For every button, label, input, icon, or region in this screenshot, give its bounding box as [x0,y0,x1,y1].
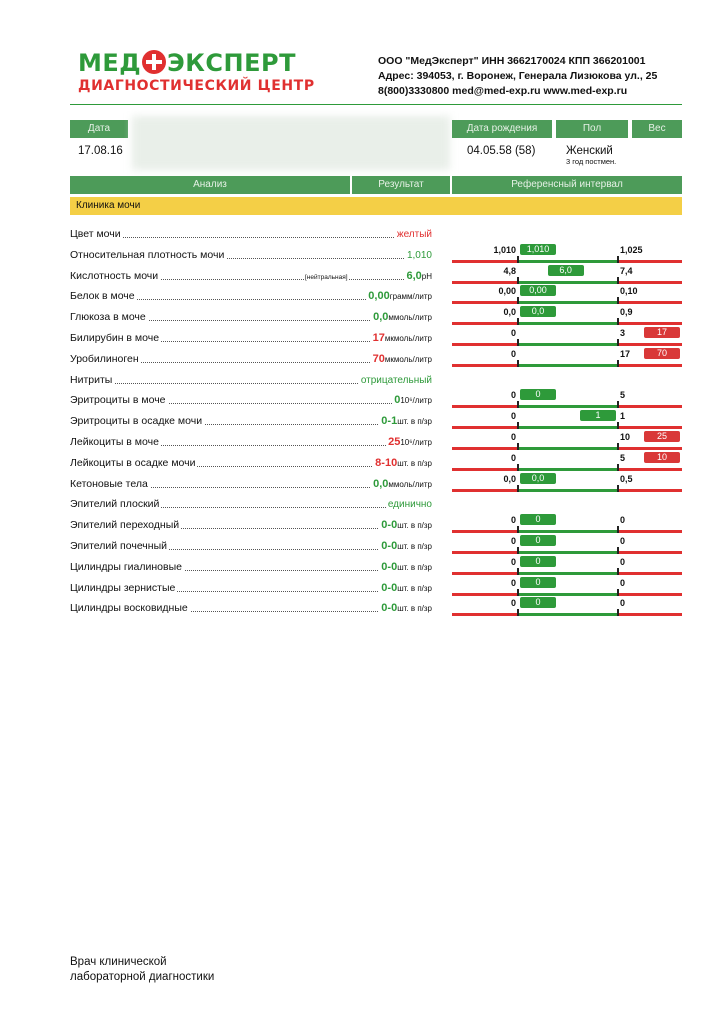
result-value: 0,0 [373,477,389,490]
result-value: 0 [394,394,401,407]
scale-high-segment [618,364,682,367]
result-cell [371,310,432,325]
analysis-column-header: Анализ [70,176,350,194]
scale-low-segment [452,613,518,616]
header-divider [70,104,682,105]
result-unit: шт. в п/зр [397,604,432,614]
result-cell [379,560,432,575]
scale-high-segment [618,593,682,596]
result-value: 0-0 [381,540,398,552]
result-cell [386,497,432,512]
table-row [70,539,432,553]
result-value: 17 [372,332,385,344]
scale-max-label: 7,4 [620,265,633,276]
company-phone-email: 8(800)3330800 med@med-exp.ru www.med-exp.ru [378,85,628,97]
scale-max-label: 0 [620,556,626,567]
result-cell [371,477,432,492]
result-value: 0,0 [373,311,389,324]
scale-max-tick [617,256,619,263]
result-cell [379,601,432,616]
analysis-name: Билирубин в моче [70,332,160,344]
scale-high-segment [618,530,682,533]
result-cell [373,456,432,471]
reference-scale [452,410,682,430]
result-marker-bar: 0 [520,535,556,546]
reference-scale [452,555,682,576]
table-row [70,289,432,303]
table-row [70,518,432,532]
reference-scale [452,389,682,409]
result-value: 25 [388,436,401,448]
scale-high-segment [618,572,682,575]
result-unit: шт. в п/зр [397,542,432,551]
scale-max-label: 17 [620,348,631,359]
scale-min-label: 0 [510,556,516,567]
scale-min-label: 0 [510,452,516,463]
scale-min-tick [517,297,519,304]
scale-max-tick [617,401,619,408]
table-row [70,497,432,511]
result-unit: ммоль/литр [388,479,432,489]
table-row [70,269,432,283]
analysis-name: Уробилиноген [70,352,139,365]
analysis-name: Лейкоциты в осадке мочи [70,456,196,469]
analysis-name: Лейкоциты в моче [70,436,159,448]
scale-min-tick [517,443,519,450]
scale-min-label: 0 [510,348,516,359]
logo-wordmark: МЕД ЭКСПЕРТ [78,49,296,77]
table-row [70,414,432,428]
scale-high-segment [618,281,682,284]
result-marker-bar: 0 [520,514,556,525]
result-marker-bar: 6,0 [548,265,584,276]
scale-max-label: 10 [620,432,631,442]
result-value: 0,00 [368,290,390,303]
result-cell [379,414,432,429]
result-note: [нейтральная] [305,271,348,285]
logo-subtitle: ДИАГНОСТИЧЕСКИЙ ЦЕНТР [78,78,315,94]
scale-low-segment [452,301,518,304]
result-cell [395,227,432,242]
scale-min-tick [517,339,519,346]
scale-min-tick [517,401,519,408]
scale-max-tick [617,568,619,575]
test-date: 17.08.16 [78,145,123,157]
table-row [70,560,432,574]
result-marker-bar: 17 [644,327,680,338]
scale-min-tick [517,609,519,616]
result-column-header: Результат [352,176,450,194]
result-unit: мкмоль/литр [384,334,432,343]
scale-max-tick [617,360,619,367]
analysis-name: Кислотность мочи [70,269,159,282]
scale-normal-segment [518,405,618,408]
result-cell [359,373,432,388]
analysis-name: Цилиндры зернистые [70,581,176,594]
scale-min-label: 0,0 [503,307,516,318]
reference-column-header: Референсный интервал [452,176,682,194]
result-value: единично [387,499,432,511]
result-marker-bar: 0,0 [520,306,556,317]
table-row [70,477,432,491]
scale-max-label: 0 [620,515,626,526]
scale-normal-segment [518,572,618,575]
result-value: отрицательный [360,374,432,386]
result-unit: 10⁶/литр [400,396,432,406]
scale-normal-segment [518,530,618,533]
result-marker-bar: 25 [644,431,680,442]
result-cell [392,393,432,408]
scale-min-tick [517,464,519,471]
result-unit: шт. в п/зр [397,458,432,468]
result-value: 0-0 [381,602,398,615]
result-cell [379,581,432,596]
reference-scale [452,264,682,285]
patient-sex: Женский [566,145,613,157]
analysis-name: Эпителий почечный [70,540,167,552]
scale-min-tick [517,589,519,596]
scale-min-label: 0 [510,390,516,401]
scale-low-segment [452,322,518,325]
table-row [70,310,432,324]
analysis-name: Цвет мочи [70,228,121,240]
scale-normal-segment [518,281,618,284]
result-value: 70 [372,352,385,365]
result-cell [404,269,432,284]
scale-normal-segment [518,322,618,325]
scale-min-tick [517,568,519,575]
scale-max-tick [617,443,619,450]
reference-scale [452,451,682,472]
analysis-name: Глюкоза в моче [70,311,146,324]
scale-min-tick [517,422,519,429]
section-title: Клиника мочи [70,197,682,215]
scale-normal-segment [518,343,618,346]
result-value: 1,010 [406,249,432,261]
result-marker-bar: 0 [520,556,556,567]
reference-scale [452,243,682,264]
result-cell [371,331,432,346]
result-cell [366,289,432,304]
result-unit: шт. в п/зр [397,417,432,427]
result-unit: 10⁶/литр [400,438,432,447]
scale-normal-segment [518,426,618,429]
scale-max-label: 0,10 [620,286,638,297]
scale-min-label: 1,010 [493,244,516,255]
result-marker-bar: 0 [520,577,556,588]
doctor-title-line1: Врач клинической [70,956,167,968]
scale-normal-segment [518,260,618,263]
scale-low-segment [452,530,518,533]
scale-high-segment [618,405,682,408]
table-row [70,227,432,241]
scale-max-tick [617,464,619,471]
table-row [70,393,432,407]
scale-max-label: 0 [620,598,626,609]
scale-min-tick [517,256,519,263]
result-marker-bar: 0 [520,597,556,608]
scale-min-label: 0 [510,536,516,546]
redacted-patient-name [132,116,450,170]
scale-max-tick [617,277,619,284]
date-header: Дата [70,120,128,138]
scale-min-label: 0 [510,515,516,526]
reference-scale [452,576,682,597]
result-marker-bar: 1 [580,410,616,421]
dot-leader [70,237,432,238]
table-row [70,352,432,366]
scale-normal-segment [518,613,618,616]
analysis-name: Цилиндры восковидные [70,602,188,615]
scale-normal-segment [518,489,618,492]
scale-high-segment [618,301,682,304]
scale-min-label: 4,8 [503,265,516,276]
scale-normal-segment [518,447,618,450]
result-unit: мкмоль/литр [384,354,432,364]
scale-low-segment [452,343,518,346]
scale-low-segment [452,551,518,554]
scale-max-tick [617,547,619,554]
scale-high-segment [618,447,682,450]
reference-scale [452,535,682,555]
result-unit: шт. в п/зр [397,583,432,593]
reference-scale [452,472,682,493]
table-row [70,456,432,470]
scale-high-segment [618,489,682,492]
result-unit: ммоль/литр [388,313,432,323]
scale-min-tick [517,360,519,367]
scale-max-label: 5 [620,390,626,401]
analysis-name: Эритроциты в моче [70,394,166,407]
scale-low-segment [452,426,518,429]
scale-max-label: 3 [620,328,626,338]
scale-max-tick [617,485,619,492]
scale-low-segment [452,572,518,575]
result-cell [371,352,432,367]
reference-scale [452,597,682,617]
reference-scale [452,285,682,305]
scale-low-segment [452,281,518,284]
result-value: 0-1 [381,415,398,428]
result-value: 0-0 [381,519,398,532]
scale-normal-segment [518,551,618,554]
scale-min-tick [517,526,519,533]
scale-max-label: 1 [620,411,626,422]
scale-max-label: 0,5 [620,473,633,484]
medical-cross-icon [142,50,166,74]
table-row [70,373,432,387]
result-marker-bar: 10 [644,452,680,463]
result-marker-bar: 0 [520,389,556,400]
result-value: 0-0 [381,560,398,573]
result-cell [379,518,432,533]
scale-max-label: 5 [620,452,626,463]
scale-max-tick [617,339,619,346]
result-unit: грамм/литр [389,292,432,302]
result-marker-bar: 0,00 [520,285,556,296]
result-unit: шт. в п/зр [397,521,432,531]
scale-min-label: 0 [510,411,516,422]
sex-header: Пол [556,120,628,138]
scale-low-segment [452,260,518,263]
scale-max-label: 0 [620,577,626,588]
result-value: 8-10 [375,456,398,469]
result-unit: pH [421,271,432,281]
result-value: желтый [396,229,432,240]
scale-high-segment [618,426,682,429]
scale-normal-segment [518,468,618,471]
scale-low-segment [452,405,518,408]
analysis-name: Относительная плотность мочи [70,248,225,261]
company-address: Адрес: 394053, г. Воронеж, Генерала Лизюкова ул., 25 [378,70,658,82]
analysis-name: Эритроциты в осадке мочи [70,415,203,428]
scale-low-segment [452,447,518,450]
company-logo [78,50,315,94]
scale-max-tick [617,609,619,616]
table-row [70,581,432,595]
scale-min-tick [517,547,519,554]
scale-max-tick [617,589,619,596]
scale-normal-segment [518,593,618,596]
scale-low-segment [452,468,518,471]
analysis-name: Эпителий переходный [70,519,180,532]
result-marker-bar: 0,0 [520,473,556,484]
scale-high-segment [618,260,682,263]
scale-low-segment [452,593,518,596]
result-cell [386,435,432,450]
scale-max-label: 0 [620,536,626,546]
table-row [70,435,432,449]
scale-normal-segment [518,364,618,367]
scale-max-tick [617,297,619,304]
doctor-signature-block [70,955,214,985]
scale-min-label: 0 [510,577,516,588]
table-row [70,248,432,262]
scale-high-segment [618,613,682,616]
birthdate-header: Дата рождения [452,120,552,138]
analysis-name: Кетоновые тела [70,477,148,490]
reference-scale [452,431,682,451]
analysis-name: Белок в моче [70,290,135,303]
scale-low-segment [452,364,518,367]
table-row [70,331,432,345]
reference-scale [452,327,682,347]
scale-min-label: 0 [510,598,516,609]
birth-date: 04.05.58 (58) [467,145,536,157]
scale-normal-segment [518,301,618,304]
reference-scale [452,347,682,368]
scale-max-label: 0,9 [620,307,633,318]
reference-scale [452,514,682,534]
result-unit: шт. в п/зр [397,562,432,572]
scale-min-label: 0,00 [498,286,516,297]
table-row [70,601,432,615]
scale-min-label: 0,0 [503,473,516,484]
scale-max-tick [617,318,619,325]
scale-min-tick [517,318,519,325]
scale-high-segment [618,343,682,346]
scale-max-tick [617,526,619,533]
reference-scale [452,306,682,326]
result-marker-bar: 70 [644,348,680,359]
scale-max-tick [617,422,619,429]
scale-min-tick [517,277,519,284]
scale-min-label: 0 [510,432,516,442]
result-value: 6,0 [406,269,422,282]
scale-low-segment [452,489,518,492]
result-cell [405,248,432,263]
scale-high-segment [618,468,682,471]
analysis-name: Нитриты [70,373,113,386]
scale-high-segment [618,322,682,325]
result-marker-bar: 1,010 [520,244,556,255]
company-requisites: ООО "МедЭксперт" ИНН 3662170024 КПП 366201001 [378,55,646,67]
result-cell [379,539,432,554]
scale-min-label: 0 [510,328,516,338]
result-value: 0-0 [381,581,398,594]
scale-min-tick [517,485,519,492]
doctor-title-line2: лабораторной диагностики [70,971,215,983]
analysis-name: Эпителий плоский [70,498,160,511]
patient-sex-note: 3 год постмен. [566,157,617,166]
company-contacts [378,54,657,99]
scale-max-label: 1,025 [620,244,643,255]
weight-header: Вес [632,120,682,138]
scale-high-segment [618,551,682,554]
analysis-name: Цилиндры гиалиновые [70,560,182,573]
